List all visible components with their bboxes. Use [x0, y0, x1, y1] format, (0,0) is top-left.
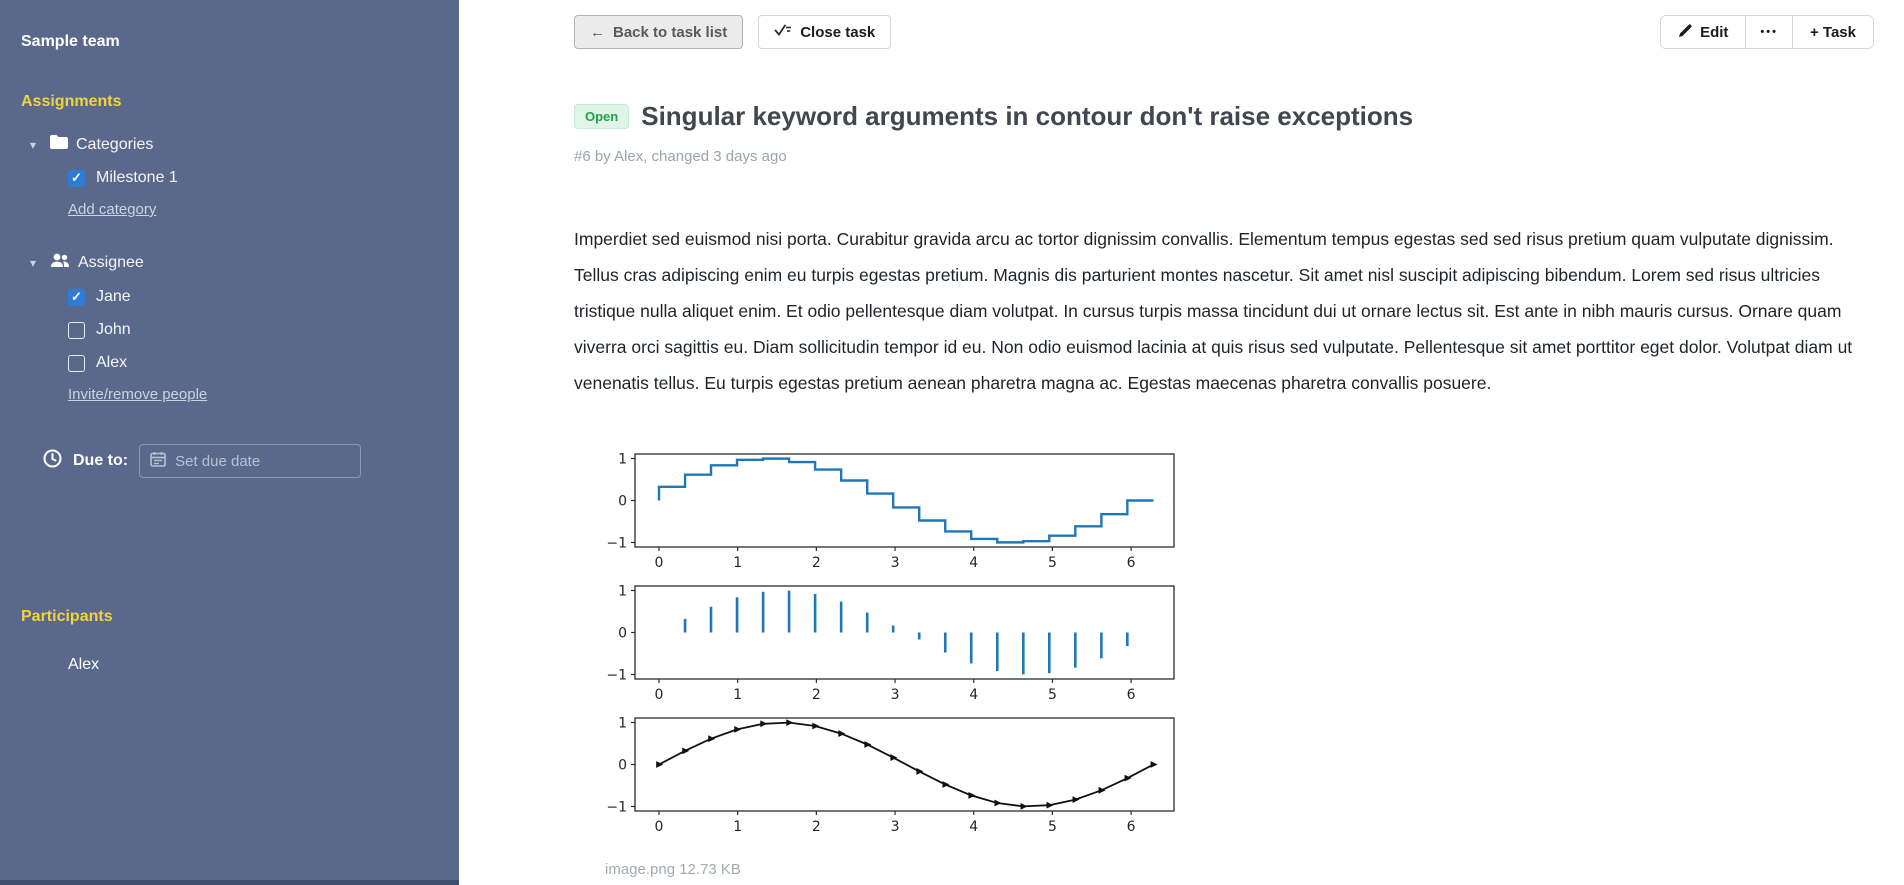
assignee-checkbox-john[interactable]: [68, 322, 85, 339]
main-content: [459, 0, 1904, 885]
svg-text:3: 3: [890, 555, 900, 571]
task-description: Imperdiet sed euismod nisi porta. Curabitur gravida arcu ac tortor dignissim convallis. Elementum tempus egestas sed sed risus pretium quam vulputate dignissim. Tellus cras adipiscing enim eu turpis egestas pretium. Magnis dis parturient montes nascetur. Sit amet nisl suscipit adipiscing bibendum. Lorem sed risus ultricies tristique nulla aliquet enim. Et odio pellentesque diam volutpat. In cursus turpis massa tincidunt dui ut ornare lectus sit. Est ante in nibh mauris cursus. Ornare quam viverra orci sagittis eu. Diam sollicitudin tempor id eu. Non odio euismod lacinia at quis risus sed vulputate. Pellentesque sit amet porttitor eget dolor. Volutpat diam ut venenatis tellus. Eu turpis egestas pretium aenean pharetra magna ac. Egestas maecenas pharetra convallis posuere.: [574, 229, 1853, 393]
svg-text:5: 5: [1047, 819, 1057, 835]
svg-text:1: 1: [733, 687, 743, 703]
clock-icon: [43, 449, 62, 473]
edit-button-label: Edit: [1700, 23, 1729, 41]
svg-text:6: 6: [1126, 555, 1136, 571]
categories-label: Categories: [76, 135, 154, 153]
assignee-node[interactable]: [0, 253, 459, 273]
sidebar: [0, 0, 459, 885]
svg-text:3: 3: [890, 687, 900, 703]
svg-text:1: 1: [618, 451, 627, 468]
task-title: Singular keyword arguments in contour don't raise exceptions: [641, 101, 1414, 131]
due-date-input[interactable]: [139, 444, 361, 478]
svg-text:0: 0: [618, 625, 627, 642]
assignee-checkbox-alex[interactable]: [68, 355, 85, 372]
people-icon: [50, 253, 70, 273]
chevron-down-icon[interactable]: ▾: [30, 137, 37, 152]
assignee-name: Alex: [96, 354, 128, 371]
due-date-row: [0, 444, 459, 478]
svg-text:−1: −1: [606, 535, 627, 552]
add-task-button[interactable]: + Task: [1792, 16, 1873, 48]
assignee-row[interactable]: [0, 288, 459, 306]
participants-heading: Participants: [21, 608, 113, 625]
due-label: Due to:: [73, 452, 129, 469]
subplot-stem: [590, 581, 1190, 713]
svg-text:1: 1: [733, 819, 743, 835]
chevron-down-icon[interactable]: ▾: [30, 256, 37, 270]
subplot-step: [590, 449, 1190, 581]
assignee-name: Jane: [96, 288, 131, 305]
more-actions-button[interactable]: •••: [1745, 16, 1792, 48]
pencil-icon: [1678, 23, 1693, 42]
invite-remove-link[interactable]: Invite/remove people: [68, 386, 208, 403]
svg-text:6: 6: [1126, 687, 1136, 703]
close-task-check-icon: [774, 23, 792, 41]
folder-icon: [50, 135, 68, 154]
svg-text:0: 0: [654, 555, 664, 571]
categories-node[interactable]: [0, 135, 459, 154]
calendar-icon: [150, 451, 166, 471]
close-task-button[interactable]: [758, 15, 891, 49]
milestone-label: Milestone 1: [96, 169, 178, 186]
assignee-row[interactable]: [0, 321, 459, 339]
svg-text:−1: −1: [606, 667, 627, 684]
svg-text:1: 1: [618, 583, 627, 600]
due-date-placeholder: Set due date: [175, 452, 261, 470]
svg-text:4: 4: [969, 555, 979, 571]
assignee-checkbox-jane[interactable]: [68, 289, 85, 306]
svg-text:1: 1: [733, 555, 743, 571]
back-to-task-list-button[interactable]: [574, 15, 743, 49]
assignments-tree: [0, 135, 459, 404]
close-button-label: Close task: [800, 23, 876, 41]
svg-text:6: 6: [1126, 819, 1136, 835]
svg-text:2: 2: [811, 819, 821, 835]
svg-text:0: 0: [654, 687, 664, 703]
team-name: Sample team: [21, 33, 120, 50]
svg-text:2: 2: [811, 687, 821, 703]
svg-text:0: 0: [618, 493, 627, 510]
assignee-label: Assignee: [78, 254, 144, 271]
milestone-row[interactable]: [0, 169, 459, 187]
task-actions-group: [1660, 15, 1874, 49]
svg-text:3: 3: [890, 819, 900, 835]
back-arrow-icon: ←: [590, 23, 605, 41]
svg-text:0: 0: [618, 757, 627, 774]
add-category-link[interactable]: Add category: [68, 201, 157, 218]
milestone-checkbox[interactable]: [68, 170, 85, 187]
assignee-row[interactable]: [0, 354, 459, 372]
svg-text:1: 1: [618, 715, 627, 732]
back-button-label: Back to task list: [613, 23, 728, 41]
svg-text:4: 4: [969, 687, 979, 703]
svg-text:5: 5: [1047, 555, 1057, 571]
svg-text:0: 0: [654, 819, 664, 835]
status-badge: Open: [574, 104, 629, 129]
subplot-line: [590, 713, 1190, 845]
edit-button[interactable]: [1661, 16, 1745, 48]
task-meta: #6 by Alex, changed 3 days ago: [574, 148, 787, 165]
svg-text:−1: −1: [606, 799, 627, 816]
svg-text:2: 2: [811, 555, 821, 571]
attachment-caption: image.png 12.73 KB: [605, 861, 741, 878]
svg-text:4: 4: [969, 819, 979, 835]
task-header: [574, 101, 1904, 132]
attachment-figure[interactable]: [590, 449, 1904, 845]
toolbar: [459, 0, 1904, 49]
assignee-name: John: [96, 321, 131, 338]
sidebar-bottom-strip: [0, 880, 459, 885]
svg-text:5: 5: [1047, 687, 1057, 703]
participant-item: Alex: [68, 656, 100, 673]
assignments-heading: Assignments: [21, 93, 122, 110]
